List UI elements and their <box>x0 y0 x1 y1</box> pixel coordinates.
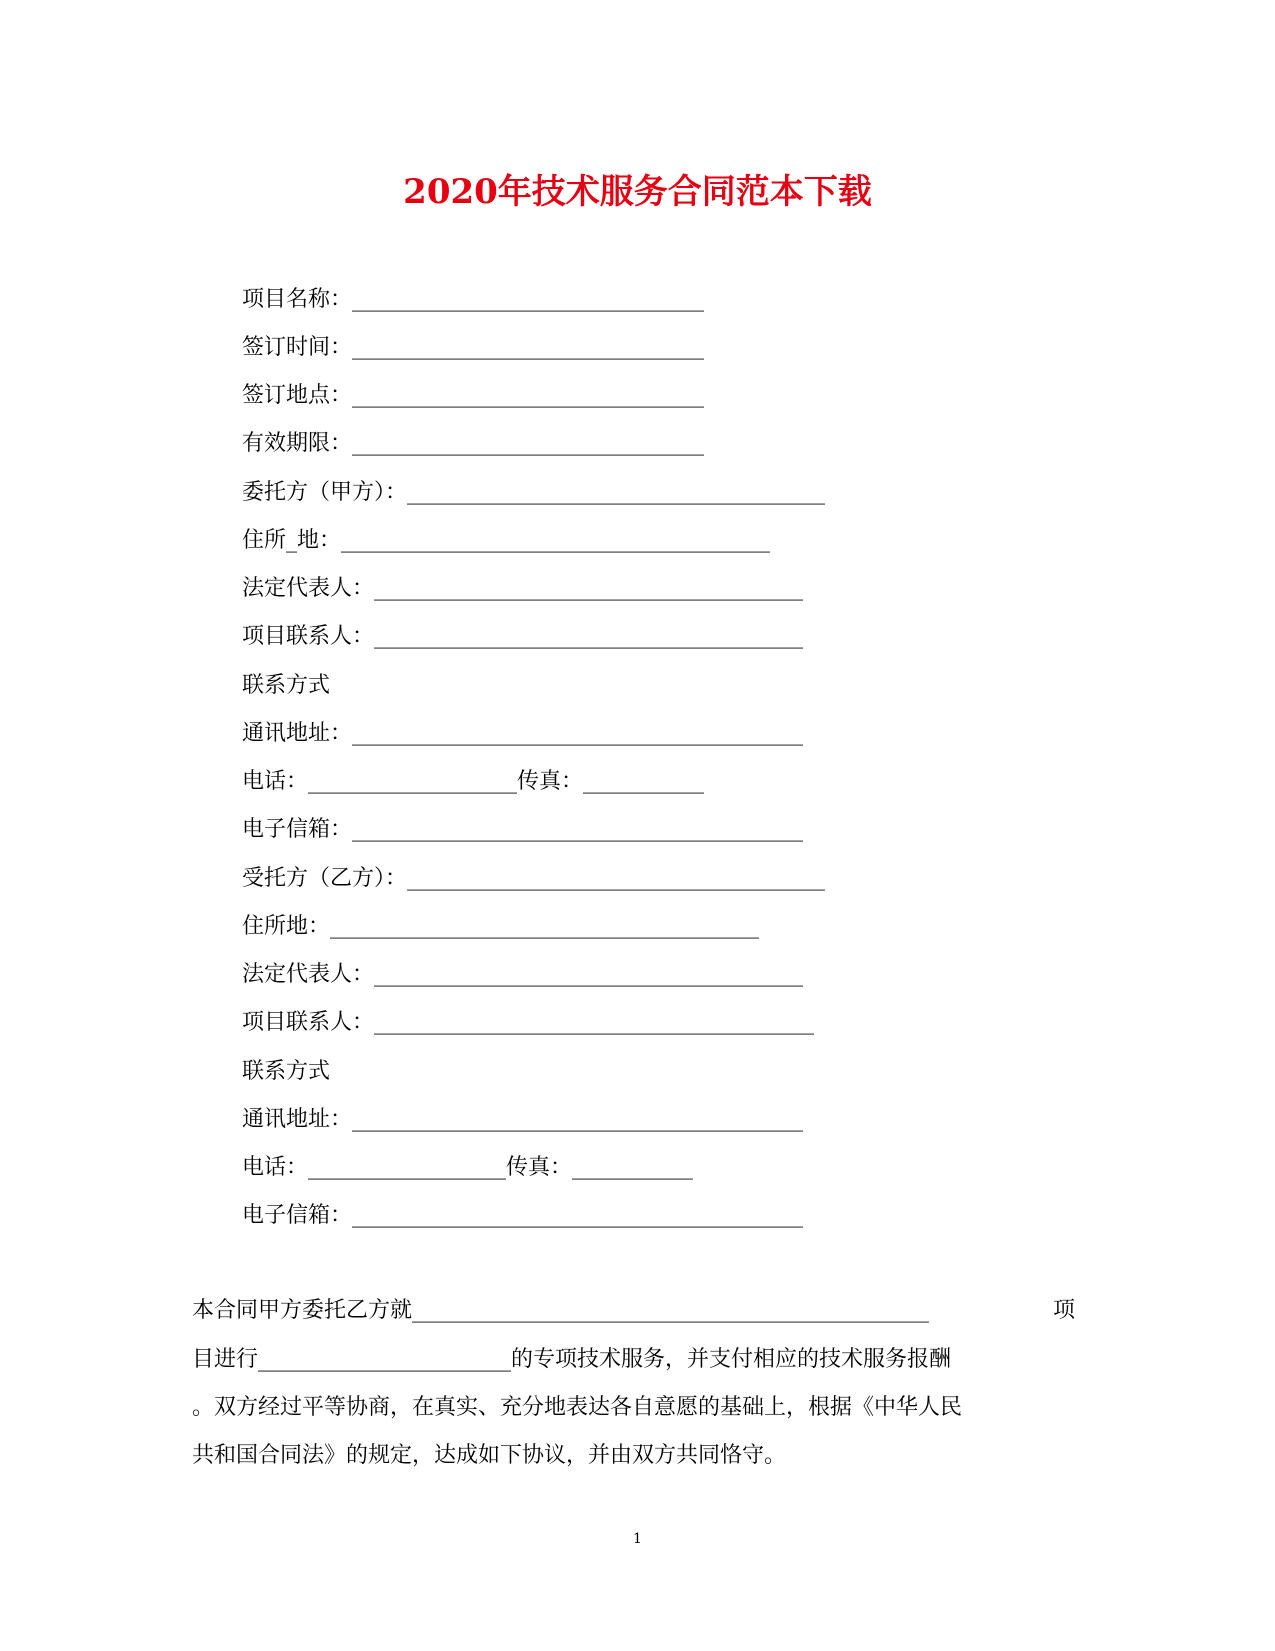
field-sign-date: 签订时间：________________________________ <box>242 335 705 360</box>
field-party-a-contact-method: 联系方式 <box>242 673 331 698</box>
field-party-b-mail-address: 通讯地址：_________________________________________ <box>242 1107 804 1132</box>
field-party-b-contact-method: 联系方式 <box>242 1059 331 1084</box>
field-party-b-address: 住所地：_______________________________________ <box>242 914 760 939</box>
field-party-a-mail-address: 通讯地址：_________________________________________ <box>242 721 804 746</box>
field-party-a-legal-rep: 法定代表人：_______________________________________ <box>242 576 804 601</box>
field-party-b-legal-rep: 法定代表人：_______________________________________ <box>242 962 804 987</box>
field-sign-place: 签订地点：________________________________ <box>242 383 705 408</box>
document-title: 2020年技术服务合同范本下载 <box>403 172 872 212</box>
paragraph-line-4: 共和国合同法》的规定，达成如下协议，并由双方共同恪守。 <box>192 1443 787 1468</box>
page-number: 1 <box>633 1531 642 1547</box>
field-party-a: 委托方（甲方）：______________________________________ <box>242 480 826 505</box>
field-party-a-email: 电子信箱：_________________________________________ <box>242 817 804 842</box>
field-party-a-address: 住所_地：_______________________________________ <box>242 528 771 553</box>
paragraph-line-1-end: 项 <box>1052 1298 1075 1323</box>
field-validity: 有效期限：________________________________ <box>242 431 705 456</box>
field-party-b-phone-fax: 电话：__________________传真：___________ <box>242 1155 694 1180</box>
paragraph-line-3: 。双方经过平等协商，在真实、充分地表达各自意愿的基础上，根据《中华人民 <box>192 1395 963 1420</box>
field-party-b-email: 电子信箱：_________________________________________ <box>242 1203 804 1228</box>
field-party-b: 受托方（乙方）：______________________________________ <box>242 866 826 891</box>
field-party-b-contact: 项目联系人：________________________________________ <box>242 1010 815 1035</box>
field-party-a-phone-fax: 电话：___________________传真：___________ <box>242 769 705 794</box>
paragraph-line-2: 目进行_______________________的专项技术服务，并支付相应的技术服务报酬 <box>192 1347 952 1372</box>
paragraph-line-1: 本合同甲方委托乙方就_______________________________________________ <box>192 1298 930 1323</box>
field-project-name: 项目名称：________________________________ <box>242 287 705 312</box>
field-party-a-contact: 项目联系人：_______________________________________ <box>242 624 804 649</box>
